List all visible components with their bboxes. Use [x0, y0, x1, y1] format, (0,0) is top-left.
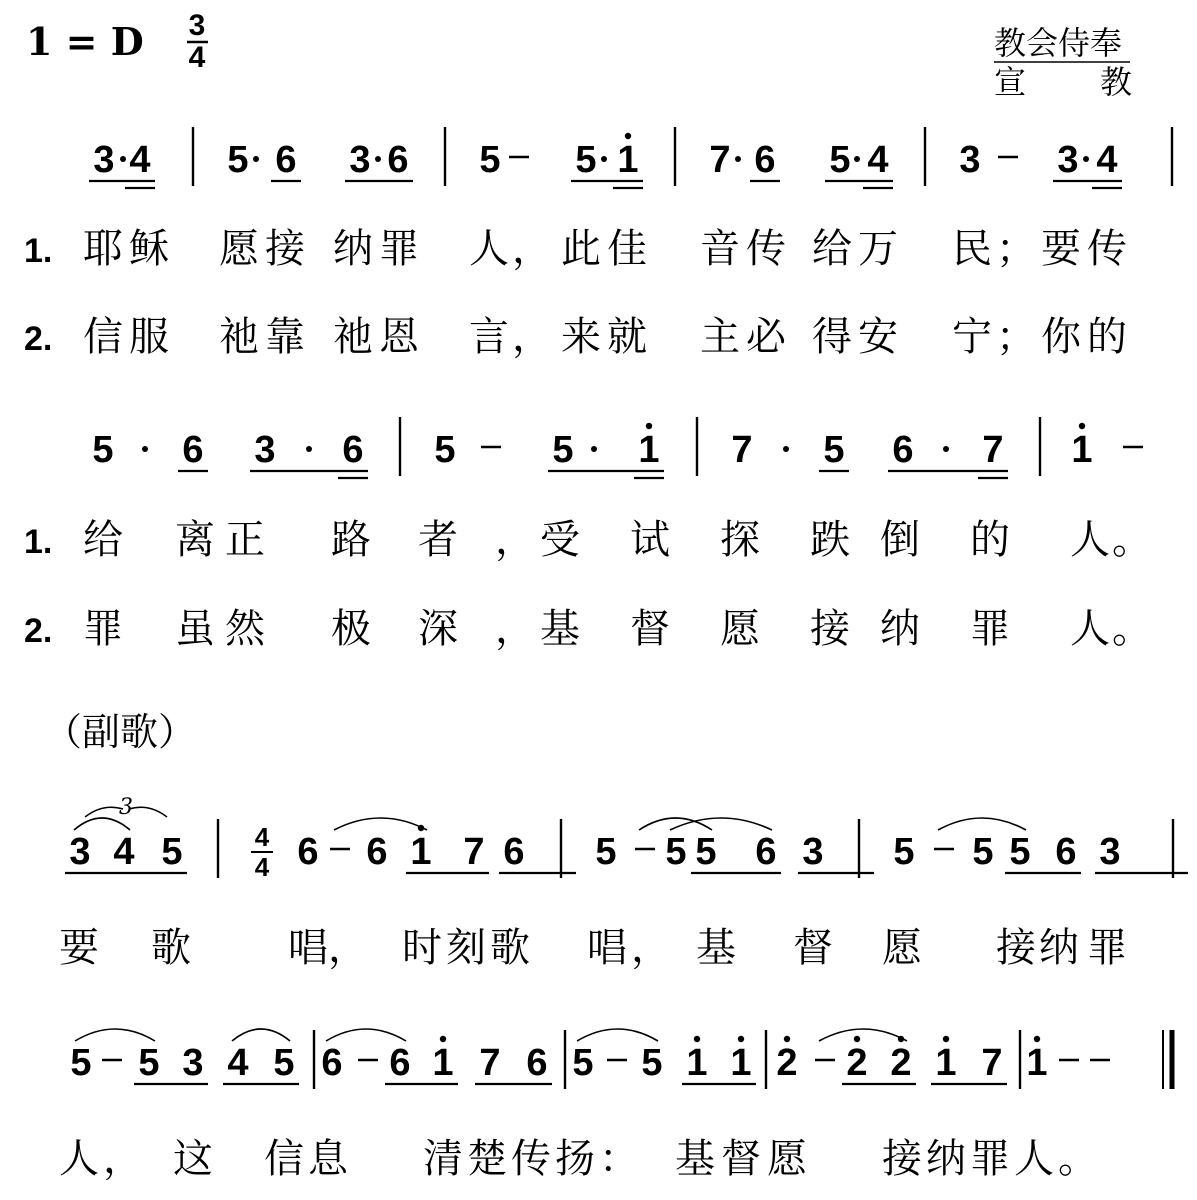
lyric-char: 就 — [607, 314, 647, 360]
lyric-char: 纳 — [333, 226, 373, 272]
note: 7 — [709, 139, 731, 181]
note: 5 — [665, 831, 687, 873]
octave-dot — [1034, 1036, 1040, 1042]
octave-dot — [625, 133, 631, 139]
key-signature: 1 = D — [26, 19, 144, 64]
lyric-char: 稣 — [129, 226, 169, 272]
note: 5 — [823, 429, 845, 471]
note: 4 — [1096, 139, 1118, 181]
lyric-char: 佳 — [607, 226, 647, 272]
lyric-char: 督 — [793, 925, 833, 971]
note: 5 — [595, 831, 617, 873]
note: 4 — [129, 139, 151, 181]
slur — [232, 1029, 290, 1041]
triplet-bracket-left — [85, 807, 123, 817]
lyric-char: 基 — [675, 1136, 715, 1182]
note: 3 — [1099, 831, 1121, 873]
lyric-char: 基 — [540, 606, 580, 652]
lyric-char: 离 — [175, 517, 215, 563]
lyric-char: 人 — [1070, 606, 1110, 652]
lyric-char: 信 — [83, 314, 123, 360]
note: 6 — [1055, 831, 1077, 873]
note: 6 — [892, 429, 914, 471]
lyric-char: 倒 — [880, 517, 920, 563]
lyric-char: 人 — [469, 226, 509, 272]
note: 5 — [552, 429, 574, 471]
slur — [75, 1029, 155, 1041]
note: 7 — [981, 1042, 1003, 1084]
slur — [819, 1029, 907, 1041]
lyric-char: 人 — [1070, 517, 1110, 563]
note: 6 — [182, 429, 204, 471]
note: 6 — [503, 831, 525, 873]
author-line-2b: 教 — [1100, 63, 1133, 101]
lyric-char: 人 — [1014, 1136, 1054, 1182]
augmentation-dot — [1083, 156, 1089, 162]
lyric-char: 靠 — [265, 314, 305, 360]
lyric-char: 要 — [59, 925, 99, 971]
lyric-char: ， — [103, 1136, 143, 1182]
lyric-char: 罪 — [1087, 925, 1127, 971]
author-line-1: 教会侍奉 — [994, 24, 1123, 62]
lyric-char: 接 — [810, 606, 850, 652]
augmentation-dot — [120, 156, 126, 162]
note: 4 — [227, 1042, 249, 1084]
note: 5 — [161, 831, 183, 873]
note: 6 — [275, 139, 297, 181]
lyric-char: 罪 — [970, 606, 1010, 652]
lyric-char: 这 — [173, 1136, 213, 1182]
augmentation-dot — [735, 156, 741, 162]
note: 4 — [867, 139, 889, 181]
author-line-2a: 宣 — [994, 63, 1027, 101]
slur — [670, 818, 772, 830]
lyric-char: 传 — [1087, 226, 1127, 272]
lyric-char: ， — [495, 517, 535, 563]
lyric-char: 。 — [1058, 1136, 1098, 1182]
lyric-char: 试 — [630, 517, 670, 563]
lyric-char: 督 — [630, 606, 670, 652]
lyric-char: 跌 — [810, 517, 850, 563]
augmentation-dot — [854, 156, 860, 162]
augmentation-dot — [306, 446, 312, 452]
note: 5 — [575, 139, 597, 181]
note: 6 — [366, 831, 388, 873]
lyric-char: 唱 — [587, 925, 627, 971]
system-1 — [24, 127, 1172, 360]
note: 1 — [617, 139, 639, 181]
time-change-bottom: 4 — [254, 852, 270, 882]
lyric-char: 祂 — [333, 314, 373, 360]
lyric-char: 耶 — [83, 226, 123, 272]
note: 3 — [182, 1042, 204, 1084]
note: 6 — [754, 139, 776, 181]
lyric-char: 祂 — [219, 314, 259, 360]
augmentation-dot — [375, 156, 381, 162]
note: 7 — [982, 429, 1004, 471]
lyric-char: 音 — [700, 226, 740, 272]
lyric-char: 刻 — [446, 925, 486, 971]
chorus-label: （副歌） — [44, 710, 197, 754]
note: 7 — [463, 831, 485, 873]
lyric-char: 极 — [331, 606, 371, 652]
note: 5 — [70, 1042, 92, 1084]
note: 3 — [959, 139, 981, 181]
lyric-char: 安 — [858, 314, 898, 360]
lyric-char: 的 — [970, 517, 1010, 563]
note: 3 — [1057, 139, 1079, 181]
lyric-char: ， — [631, 925, 671, 971]
lyric-char: 受 — [540, 517, 580, 563]
lyric-char: ， — [512, 226, 552, 272]
note: 4 — [113, 831, 135, 873]
note: 6 — [297, 831, 319, 873]
note: 3 — [349, 139, 371, 181]
lyric-char: 传 — [511, 1136, 551, 1182]
note: 5 — [138, 1042, 160, 1084]
note: 3 — [69, 831, 91, 873]
lyric-char: 楚 — [467, 1136, 507, 1182]
note: 5 — [92, 429, 114, 471]
lyric-char: 然 — [225, 606, 265, 652]
lyric-char: 者 — [418, 517, 458, 563]
system-4 — [59, 1029, 1172, 1182]
note: 6 — [526, 1042, 548, 1084]
lyric-char: 基 — [696, 925, 736, 971]
lyric-char: 来 — [561, 314, 601, 360]
note: 1 — [1071, 429, 1093, 471]
note: 5 — [1009, 831, 1031, 873]
lyric-char: 此 — [561, 226, 601, 272]
lyric-char: 。 — [1112, 606, 1152, 652]
time-change-top: 4 — [254, 822, 270, 852]
note: 6 — [342, 429, 364, 471]
augmentation-dot — [943, 446, 949, 452]
lyric-char: 的 — [1087, 314, 1127, 360]
lyric-char: 罪 — [379, 226, 419, 272]
lyric-char: 清 — [423, 1136, 463, 1182]
note: 5 — [227, 139, 249, 181]
lyric-char: 歌 — [490, 925, 530, 971]
note: 2 — [846, 1042, 868, 1084]
note: 5 — [893, 831, 915, 873]
lyric-char: ， — [328, 925, 368, 971]
note: 1 — [1026, 1042, 1048, 1084]
note: 3 — [802, 831, 824, 873]
verse-number: 2. — [24, 612, 53, 650]
lyric-char: ： — [599, 1136, 639, 1182]
lyric-char: 罪 — [970, 1136, 1010, 1182]
octave-dot — [784, 1036, 790, 1042]
octave-dot — [854, 1036, 860, 1042]
lyric-char: 恩 — [379, 314, 419, 360]
note: 3 — [93, 139, 115, 181]
triplet-number: 3 — [119, 795, 133, 820]
triplet-bracket-right — [129, 807, 167, 817]
augmentation-dot — [142, 446, 148, 452]
octave-dot — [646, 423, 652, 429]
system-2 — [24, 417, 1152, 652]
lyric-char: 罪 — [83, 606, 123, 652]
lyric-char: 传 — [746, 226, 786, 272]
lyric-char: ， — [512, 314, 552, 360]
lyric-char: 愿 — [219, 226, 259, 272]
system-3 — [44, 710, 1188, 971]
lyric-char: 。 — [1112, 517, 1152, 563]
lyric-char: 服 — [129, 314, 169, 360]
lyric-char: 时 — [402, 925, 442, 971]
lyric-char: 给 — [812, 226, 852, 272]
note: 2 — [890, 1042, 912, 1084]
lyric-char: 扬 — [555, 1136, 595, 1182]
augmentation-dot — [253, 156, 259, 162]
lyric-char: 宁 — [952, 314, 992, 360]
note: 5 — [972, 831, 994, 873]
note: 6 — [389, 1042, 411, 1084]
note: 1 — [638, 429, 660, 471]
lyric-char: 信 — [264, 1136, 304, 1182]
note: 1 — [935, 1042, 957, 1084]
octave-dot — [738, 1036, 744, 1042]
lyric-char: 息 — [308, 1136, 348, 1182]
lyric-char: 言 — [469, 314, 509, 360]
lyric-char: 接 — [265, 226, 305, 272]
octave-dot — [440, 1036, 446, 1042]
lyric-char: 路 — [331, 517, 371, 563]
slur — [577, 1029, 658, 1041]
time-signature-bottom: 4 — [188, 41, 206, 74]
lyric-char: ， — [495, 606, 535, 652]
lyric-char: 愿 — [767, 1136, 807, 1182]
lyric-char: 探 — [720, 517, 760, 563]
lyric-char: 深 — [418, 606, 458, 652]
note: 5 — [829, 139, 851, 181]
note: 1 — [686, 1042, 708, 1084]
lyric-char: 万 — [858, 226, 898, 272]
note: 5 — [641, 1042, 663, 1084]
note: 6 — [755, 831, 777, 873]
augmentation-dot — [783, 446, 789, 452]
note: 2 — [776, 1042, 798, 1084]
note: 5 — [479, 139, 501, 181]
lyric-char: 唱 — [288, 925, 328, 971]
verse-number: 1. — [24, 523, 53, 561]
lyric-char: 必 — [746, 314, 786, 360]
lyric-char: 正 — [225, 517, 265, 563]
octave-dot — [694, 1036, 700, 1042]
lyric-char: 督 — [721, 1136, 761, 1182]
lyric-char: 接 — [882, 1136, 922, 1182]
lyric-char: 愿 — [720, 606, 760, 652]
note: 5 — [695, 831, 717, 873]
lyric-char: 纳 — [1039, 925, 1079, 971]
lyric-char: ； — [996, 314, 1036, 360]
lyric-char: 纳 — [880, 606, 920, 652]
note: 6 — [321, 1042, 343, 1084]
note: 7 — [479, 1042, 501, 1084]
lyric-char: 要 — [1041, 226, 1081, 272]
note: 6 — [387, 139, 409, 181]
note: 5 — [434, 429, 456, 471]
note: 1 — [730, 1042, 752, 1084]
time-signature-top: 3 — [188, 9, 206, 42]
note: 7 — [731, 429, 753, 471]
score-header — [26, 9, 1132, 101]
verse-number: 2. — [24, 320, 53, 358]
note: 5 — [572, 1042, 594, 1084]
lyric-char: 接 — [996, 925, 1036, 971]
slur — [938, 818, 1026, 830]
lyric-char: 愿 — [882, 925, 922, 971]
note: 5 — [273, 1042, 295, 1084]
slur — [326, 1029, 406, 1041]
lyric-char: 纳 — [926, 1136, 966, 1182]
octave-dot — [943, 1036, 949, 1042]
note: 1 — [432, 1042, 454, 1084]
slur — [334, 818, 427, 830]
lyric-char: 民 — [952, 226, 992, 272]
lyric-char: 人 — [59, 1136, 99, 1182]
note: 3 — [254, 429, 276, 471]
note: 1 — [410, 831, 432, 873]
lyric-char: 主 — [700, 314, 740, 360]
lyric-char: 得 — [812, 314, 852, 360]
verse-number: 1. — [24, 232, 53, 270]
octave-dot — [1079, 423, 1085, 429]
lyric-char: 虽 — [175, 606, 215, 652]
augmentation-dot — [601, 156, 607, 162]
lyric-char: 你 — [1041, 314, 1081, 360]
lyric-char: ； — [996, 226, 1036, 272]
augmentation-dot — [591, 446, 597, 452]
lyric-char: 歌 — [151, 925, 191, 971]
lyric-char: 给 — [83, 517, 123, 563]
